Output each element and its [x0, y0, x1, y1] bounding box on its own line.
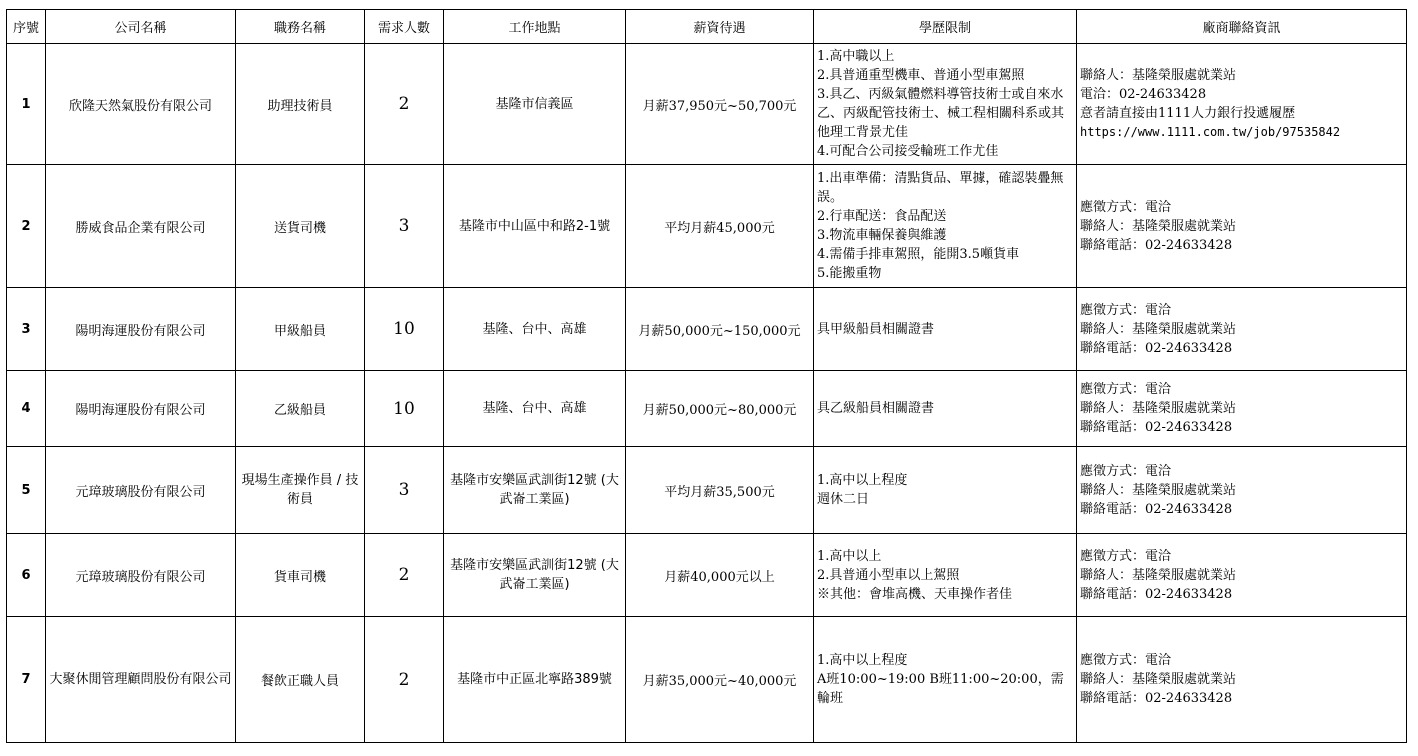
row-company: 元璋玻璃股份有限公司 — [46, 534, 236, 617]
requirement-line: 週休二日 — [817, 492, 870, 507]
requirement-line: 3.具乙、丙級氣體燃料導管技術士或自來水乙、丙級配管技術士、械工程相關科系或其他理工背景尤佳 — [817, 87, 1065, 140]
row-contact — [1077, 288, 1407, 371]
row-position: 甲級船員 — [236, 288, 365, 371]
requirement-line: 1.高中職以上 — [817, 49, 895, 64]
row-contact — [1077, 617, 1407, 743]
contact-line: 聯絡電話：02-24633428 — [1080, 501, 1233, 517]
row-index: 7 — [7, 617, 46, 743]
row-position: 現場生產操作員 / 技術員 — [236, 447, 365, 534]
requirement-line: A班10:00~19:00 B班11:00~20:00，需輪班 — [817, 672, 1064, 706]
contact-line: 聯絡電話：02-24633428 — [1080, 586, 1233, 602]
contact-line: 應徵方式：電洽 — [1080, 302, 1172, 318]
table-row — [7, 288, 1407, 371]
table-row — [7, 617, 1407, 743]
row-position: 助理技術員 — [236, 44, 365, 165]
row-salary: 月薪37,950元~50,700元 — [626, 44, 814, 165]
row-salary: 平均月薪45,000元 — [626, 165, 814, 288]
row-contact — [1077, 165, 1407, 288]
row-salary: 月薪35,000元~40,000元 — [626, 617, 814, 743]
row-count: 2 — [365, 534, 444, 617]
row-salary: 月薪50,000元~80,000元 — [626, 371, 814, 447]
row-location: 基隆市安樂區武訓街12號 (大武崙工業區) — [444, 534, 626, 617]
row-requirements — [814, 447, 1077, 534]
contact-line: 應徵方式：電洽 — [1080, 463, 1172, 479]
row-company: 陽明海運股份有限公司 — [46, 371, 236, 447]
row-position: 乙級船員 — [236, 371, 365, 447]
row-location: 基隆市中山區中和路2-1號 — [444, 165, 626, 288]
contact-line: 聯絡人：基隆榮服處就業站 — [1080, 482, 1237, 498]
row-location: 基隆、台中、高雄 — [444, 371, 626, 447]
requirement-line: 1.高中以上程度 — [817, 473, 908, 488]
row-location: 基隆市安樂區武訓街12號 (大武崙工業區) — [444, 447, 626, 534]
row-count: 3 — [365, 165, 444, 288]
requirement-line: 5.能搬重物 — [817, 266, 882, 281]
row-requirements — [814, 288, 1077, 371]
row-count: 3 — [365, 447, 444, 534]
row-company: 陽明海運股份有限公司 — [46, 288, 236, 371]
row-location: 基隆、台中、高雄 — [444, 288, 626, 371]
requirement-line: 4.需備手排車駕照，能開3.5噸貨車 — [817, 247, 1020, 262]
requirement-line: 具甲級船員相關證書 — [817, 321, 935, 337]
contact-line: 聯絡電話：02-24633428 — [1080, 420, 1233, 435]
header-company: 公司名稱 — [46, 10, 236, 44]
row-contact — [1077, 371, 1407, 447]
row-index: 6 — [7, 534, 46, 617]
contact-line: 聯絡電話：02-24633428 — [1080, 237, 1233, 253]
requirement-line: 4.可配合公司接受輪班工作尤佳 — [817, 144, 999, 159]
row-company: 欣隆天然氣股份有限公司 — [46, 44, 236, 165]
job-url-link[interactable]: https://www.1111.com.tw/job/97535842 — [1080, 125, 1341, 139]
table-row — [7, 165, 1407, 288]
row-index: 2 — [7, 165, 46, 288]
requirement-line: 1.出車準備：清點貨品、單據，確認裝疊無誤。 — [817, 171, 1064, 205]
row-count: 2 — [365, 44, 444, 165]
table-row — [7, 44, 1407, 165]
table-row — [7, 534, 1407, 617]
header-row — [7, 10, 1407, 44]
row-salary: 月薪40,000元以上 — [626, 534, 814, 617]
row-index: 5 — [7, 447, 46, 534]
contact-line: 聯絡人：基隆榮服處就業站 — [1080, 68, 1237, 83]
row-salary: 平均月薪35,500元 — [626, 447, 814, 534]
table-row — [7, 447, 1407, 534]
row-contact — [1077, 534, 1407, 617]
row-count: 2 — [365, 617, 444, 743]
row-index: 4 — [7, 371, 46, 447]
row-requirements — [814, 534, 1077, 617]
row-position: 送貨司機 — [236, 165, 365, 288]
header-count: 需求人數 — [365, 10, 444, 44]
row-contact — [1077, 447, 1407, 534]
contact-line: 應徵方式：電洽 — [1080, 653, 1172, 668]
contact-line: 聯絡人：基隆榮服處就業站 — [1080, 401, 1237, 416]
header-requirements: 學歷限制 — [814, 10, 1077, 44]
row-company: 元璋玻璃股份有限公司 — [46, 447, 236, 534]
contact-line: 聯絡電話：02-24633428 — [1080, 691, 1233, 706]
row-company: 勝威食品企業有限公司 — [46, 165, 236, 288]
row-count: 10 — [365, 371, 444, 447]
row-position: 餐飲正職人員 — [236, 617, 365, 743]
row-requirements — [814, 165, 1077, 288]
contact-line: 應徵方式：電洽 — [1080, 382, 1172, 397]
requirement-line: 具乙級船員相關證書 — [817, 401, 935, 416]
requirement-line: 2.具普通重型機車、普通小型車駕照 — [817, 68, 1025, 83]
row-position: 貨車司機 — [236, 534, 365, 617]
contact-line: 電洽：02-24633428 — [1080, 87, 1207, 102]
row-contact — [1077, 44, 1407, 165]
contact-line: 意者請直接由1111人力銀行投遞履歷 — [1080, 106, 1296, 121]
row-company: 大聚休閒管理顧問股份有限公司 — [46, 617, 236, 743]
row-requirements — [814, 371, 1077, 447]
header-position: 職務名稱 — [236, 10, 365, 44]
row-requirements — [814, 617, 1077, 743]
contact-line: 聯絡人：基隆榮服處就業站 — [1080, 321, 1237, 337]
contact-line: 應徵方式：電洽 — [1080, 199, 1172, 215]
requirement-line: 2.具普通小型車以上駕照 — [817, 567, 960, 583]
table-row — [7, 371, 1407, 447]
header-salary: 薪資待遇 — [626, 10, 814, 44]
row-count: 10 — [365, 288, 444, 371]
row-location: 基隆市中正區北寧路389號 — [444, 617, 626, 743]
requirement-line: 1.高中以上 — [817, 548, 882, 564]
contact-line: 聯絡人：基隆榮服處就業站 — [1080, 218, 1237, 234]
contact-line: 聯絡人：基隆榮服處就業站 — [1080, 672, 1237, 687]
header-location: 工作地點 — [444, 10, 626, 44]
row-index: 1 — [7, 44, 46, 165]
job-listing-table — [6, 9, 1407, 743]
contact-line: 應徵方式：電洽 — [1080, 548, 1172, 564]
requirement-line: 2.行車配送：食品配送 — [817, 209, 947, 224]
requirement-line: ※其他：會堆高機、天車操作者佳 — [817, 586, 1013, 602]
contact-line: 聯絡電話：02-24633428 — [1080, 340, 1233, 356]
header-index: 序號 — [7, 10, 46, 44]
requirement-line: 3.物流車輛保養與維護 — [817, 228, 947, 243]
requirement-line: 1.高中以上程度 — [817, 653, 908, 668]
row-salary: 月薪50,000元~150,000元 — [626, 288, 814, 371]
contact-line: 聯絡人：基隆榮服處就業站 — [1080, 567, 1237, 583]
row-index: 3 — [7, 288, 46, 371]
header-contact: 廠商聯絡資訊 — [1077, 10, 1407, 44]
row-requirements — [814, 44, 1077, 165]
row-location: 基隆市信義區 — [444, 44, 626, 165]
